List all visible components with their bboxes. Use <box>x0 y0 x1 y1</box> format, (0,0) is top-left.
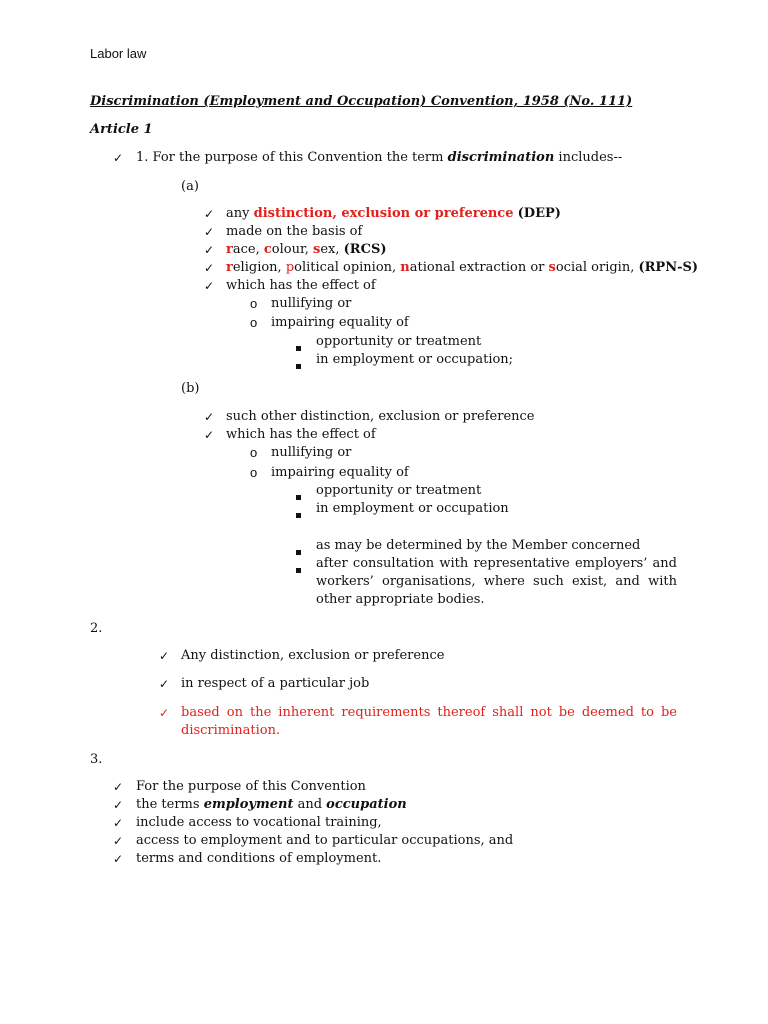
square-bullet-icon <box>296 543 301 561</box>
initial-letter: r <box>226 260 233 275</box>
text: olitical opinion, <box>294 260 401 275</box>
check-mark-icon: ✓ <box>204 225 215 239</box>
p3-line5: terms and conditions of employment. <box>136 851 382 866</box>
text: ational extraction or <box>409 260 549 275</box>
text: eligion, <box>232 260 286 275</box>
check-mark-icon: ✓ <box>204 279 215 293</box>
text: ace, <box>232 242 264 257</box>
p1-a-line3 <box>226 241 386 259</box>
check-mark-icon: ✓ <box>113 816 124 830</box>
initial-letter: s <box>548 260 556 275</box>
check-mark-icon: ✓ <box>204 207 215 221</box>
p2-line1: Any distinction, exclusion or preference <box>181 648 445 663</box>
text: the terms <box>136 797 204 812</box>
initial-letter: p <box>285 260 295 275</box>
p1-a-line2: made on the basis of <box>226 224 363 239</box>
p2-line3: based on the inherent requirements thereof shall not be deemed to be discrimination. <box>181 705 677 738</box>
square-bullet-icon <box>296 506 301 524</box>
p1-a-label: (a) <box>181 179 199 194</box>
check-mark-icon: ✓ <box>204 243 215 257</box>
p1-b-subsub1: opportunity or treatment <box>316 483 482 498</box>
check-mark-icon: ✓ <box>113 834 124 848</box>
text: ocial origin, <box>555 260 639 275</box>
abbr-rcs: (RCS) <box>343 242 387 257</box>
p3-label: 3. <box>90 752 103 767</box>
p1-intro-pre: 1. For the purpose of this Convention the term <box>136 150 448 165</box>
p1-a-sub2: impairing equality of <box>271 315 409 330</box>
check-mark-icon: ✓ <box>159 706 170 720</box>
circle-bullet-icon: o <box>250 445 258 460</box>
circle-bullet-icon: o <box>250 315 258 330</box>
p3-line4: access to employment and to particular occupations, and <box>136 833 514 848</box>
p1-a-line5: which has the effect of <box>226 278 376 293</box>
text: ex, <box>320 242 344 257</box>
p1-b-line1: such other distinction, exclusion or preference <box>226 409 535 424</box>
initial-letter: r <box>226 242 233 257</box>
check-mark-icon: ✓ <box>159 677 170 691</box>
abbr-rpns: (RPN-S) <box>638 260 699 275</box>
check-mark-icon: ✓ <box>113 780 124 794</box>
circle-bullet-icon: o <box>250 296 258 311</box>
article-heading: Article 1 <box>90 122 153 137</box>
check-mark-icon: ✓ <box>113 852 124 866</box>
p1-intro <box>136 149 622 167</box>
check-mark-icon: ✓ <box>159 649 170 663</box>
p1-intro-post: includes-- <box>554 150 623 165</box>
check-mark-icon: ✓ <box>113 151 124 165</box>
p1-a-line1 <box>226 205 561 223</box>
text: olour, <box>271 242 314 257</box>
highlight-dep: distinction, exclusion or preference <box>253 206 514 221</box>
p3-line1: For the purpose of this Convention <box>136 779 366 794</box>
p1-b-sub1: nullifying or <box>271 445 352 460</box>
square-bullet-icon <box>296 488 301 506</box>
abbr-dep: (DEP) <box>517 206 561 221</box>
p1-b-subsub3: as may be determined by the Member concerned <box>316 538 641 553</box>
initial-letter: n <box>400 260 410 275</box>
p1-b-subsub4: after consultation with representative employers’ and workers’ organisations, where such exist, and with other appropriate bodies. <box>316 556 677 607</box>
p1-a-line4 <box>226 259 698 277</box>
p1-a-subsub1: opportunity or treatment <box>316 334 482 349</box>
text: any <box>226 206 254 221</box>
p2-line2: in respect of a particular job <box>181 676 370 691</box>
square-bullet-icon <box>296 561 301 579</box>
square-bullet-icon <box>296 357 301 375</box>
p1-a-sub1: nullifying or <box>271 296 352 311</box>
initial-letter: s <box>313 242 321 257</box>
p3-line2 <box>136 796 407 814</box>
initial-letter: c <box>263 242 272 257</box>
p2-label: 2. <box>90 621 103 636</box>
check-mark-icon: ✓ <box>204 261 215 275</box>
p1-b-line2: which has the effect of <box>226 427 376 442</box>
p3-line3: include access to vocational training, <box>136 815 382 830</box>
text: and <box>293 797 327 812</box>
p1-a-subsub2: in employment or occupation; <box>316 352 514 367</box>
document-title: Discrimination (Employment and Occupation) Convention, 1958 (No. 111) <box>90 94 633 109</box>
p1-intro-term: discrimination <box>447 150 555 165</box>
p1-b-subsub2: in employment or occupation <box>316 501 509 516</box>
header-title: Labor law <box>90 46 147 61</box>
check-mark-icon: ✓ <box>113 798 124 812</box>
check-mark-icon: ✓ <box>204 428 215 442</box>
circle-bullet-icon: o <box>250 465 258 480</box>
check-mark-icon: ✓ <box>204 410 215 424</box>
p1-b-sub2: impairing equality of <box>271 465 409 480</box>
p1-b-label: (b) <box>181 381 200 396</box>
term-occupation: occupation <box>326 797 407 812</box>
square-bullet-icon <box>296 339 301 357</box>
term-employment: employment <box>203 797 294 812</box>
